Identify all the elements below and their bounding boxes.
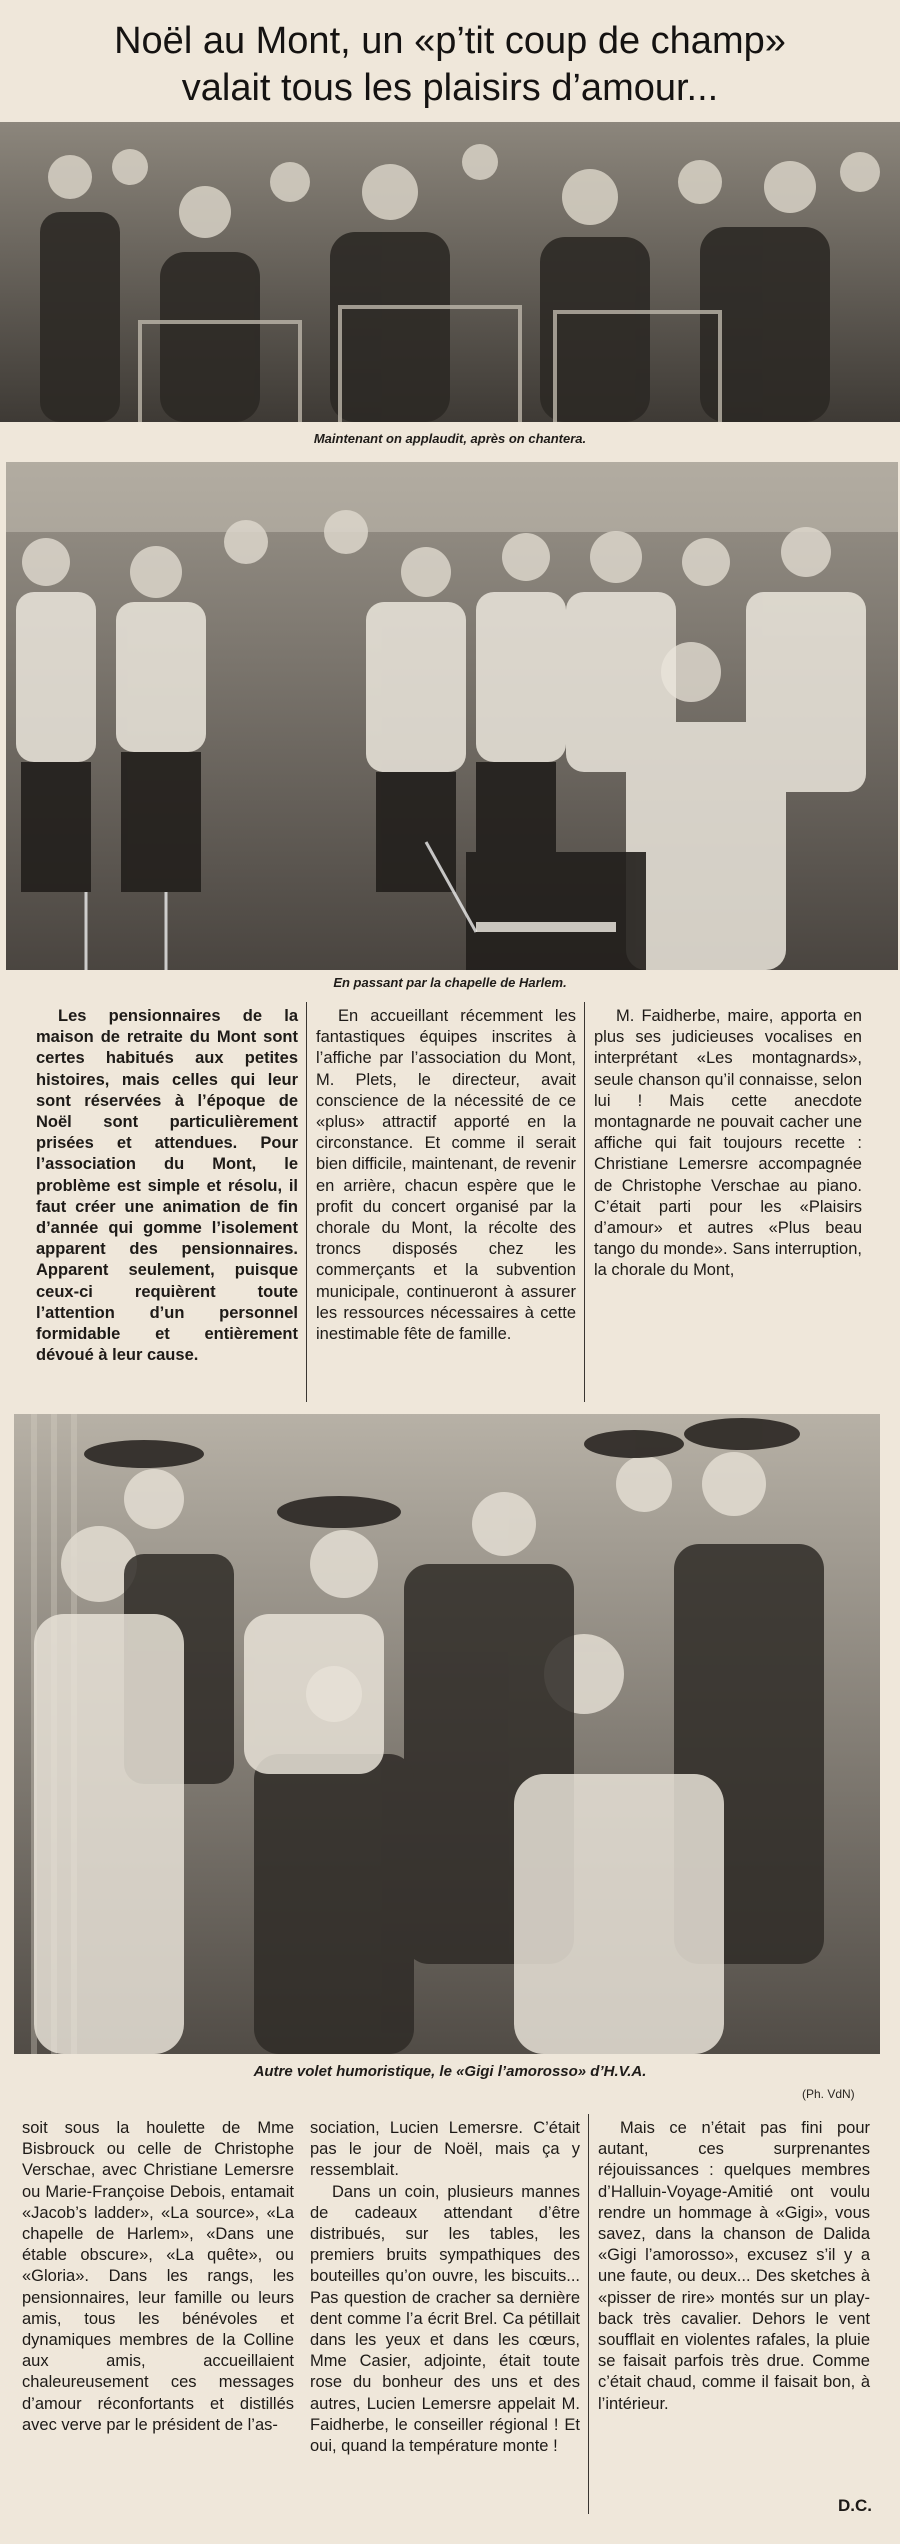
article-bottom-column-2-text-b: Dans un coin, plusieurs mannes de cadeaux attendant d’être distribués, sur les tables, les premiers bruits sympathiques des bouteilles qu’on ouvre, les biscuits... Pas question de cracher sa dernière dent comme l’a écrit Brel. Ca pétillait dans les yeux et dans les cœurs, Mme Casier, adjointe, était toute rose du bonheur des uns et des autres, Lucien Lemersre appelait M. Faidherbe, le conseiller régional ! Et oui, quand la température monte ! bbox=[310, 2182, 580, 2456]
audience-photo-image bbox=[0, 122, 900, 422]
column-divider bbox=[588, 2114, 589, 2514]
audience-photo-caption: Maintenant on applaudit, après on chantera. bbox=[313, 431, 587, 446]
author-signature: D.C. bbox=[838, 2496, 872, 2515]
headline bbox=[0, 18, 900, 112]
choir-photo-caption: En passant par la chapelle de Harlem. bbox=[333, 975, 567, 990]
article-column-2 bbox=[316, 1006, 576, 1345]
choir-photo bbox=[6, 462, 898, 970]
article-column-2-text: En accueillant récemment les fantastiques équipes inscrites à l’affiche par l’association du Mont, M. Plets, le directeur, avait conscience de la nécessité de ce «plus» attractif apporté en la circonstance. Et comme il serait bien difficile, maintenant, de revenir en arrière, chacun espère que le profit du concert organisé par la chorale du Mont, la récolte des troncs disposés chez les commerçants et la subvention municipale, continueront à assurer les ressources nécessaires à cette inestimable fête de famille. bbox=[316, 1007, 576, 1344]
article-bottom-column-3-text: Mais ce n’était pas fini pour autant, ces surprenantes réjouissances : quelques membres d’Halluin-Voyage-Amitié ont voulu rendre un hommage à «Gigi», vous savez, dans la chanson de Dalida «Gigi l’amorosso», excusez s’il y a une faute, ou deux... Des sketches à «pisser de rire» montés sur un play-back très cavalier. Dehors le vent soufflait en violentes rafales, la pluie se faisait parfois très drue. Comme c’était chaud, comme il faisait bon, à l’intérieur. bbox=[598, 2119, 870, 2413]
article-lead-text: Les pensionnaires de la maison de retraite du Mont sont certes habitués aux petites histoires, mais celles qui leur sont réservées à l’époque de Noël sont particulièrement prisées et attendues. Pour l’association du Mont, le problème est simple et résolu, il faut créer une animation de fin d’année qui gomme l’isolement apparent des pensionnaires. Apparent seulement, puisque ceux-ci requièrent toute l’attention d’un personnel formidable et entièrement dévoué à leur cause. bbox=[36, 1007, 298, 1365]
choir-photo-image bbox=[6, 462, 898, 970]
article-column-3 bbox=[594, 1006, 862, 1282]
column-divider bbox=[584, 1002, 585, 1402]
column-divider bbox=[306, 1002, 307, 1402]
headline-line-2: valait tous les plaisirs d’amour... bbox=[181, 67, 719, 109]
article-bottom-column-1 bbox=[22, 2118, 294, 2436]
costumes-photo-image bbox=[14, 1414, 880, 2054]
headline-line-1: Noël au Mont, un «p’tit coup de champ» bbox=[114, 20, 786, 62]
article-bottom-column-3 bbox=[598, 2118, 870, 2415]
article-column-3-text: M. Faidherbe, maire, apporta en plus ses judicieuses vocalises en interprétant «Les montagnards», seule chanson qu’il connaisse, selon lui ! Mais cette anecdote montagnarde ne pouvait cacher une affiche qui fait toujours recette : Christiane Lemersre accompagnée de Christophe Verschae au piano. C’était parti pour les «Plaisirs d’amour» et autres «Plus beau tango du monde». Sans interruption, la chorale du Mont, bbox=[594, 1007, 862, 1280]
article-lead bbox=[36, 1006, 298, 1366]
audience-photo bbox=[0, 122, 900, 422]
article-bottom-column-2-text-a: sociation, Lucien Lemersre. C’était pas le jour de Noël, mais ça y ressemblait. bbox=[310, 2119, 580, 2180]
costumes-photo-caption: Autre volet humoristique, le «Gigi l’amorosso» d’H.V.A. bbox=[253, 2063, 647, 2080]
costumes-photo bbox=[14, 1414, 880, 2054]
article-bottom-column-1-text: soit sous la houlette de Mme Bisbrouck ou celle de Christophe Verschae, avec Christiane Lemersre ou Marie-Françoise Debois, entamait «Jacob’s ladder», «La source», «La chapelle de Harlem», «Dans une étable obscure», «La quête», ou «Gloria». Dans les rangs, les pensionnaires, leur famille ou leurs amis, tous les bénévoles et dynamiques membres de la Colline aux amis, accueillaient chaleureusement ces messages d’amour réconfortants et distillés avec verve par le président de l’as- bbox=[22, 2119, 294, 2434]
article-bottom-column-2 bbox=[310, 2118, 580, 2457]
photo-credit: (Ph. VdN) bbox=[802, 2087, 855, 2101]
